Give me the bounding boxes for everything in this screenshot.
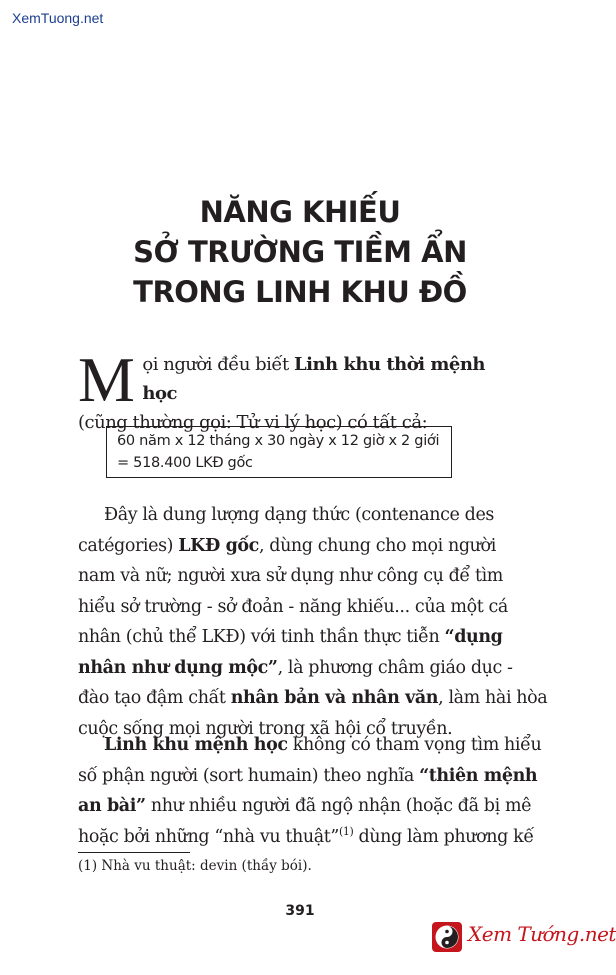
title-line-3: TRONG LINH KHU ĐỒ	[133, 275, 467, 309]
p2-line-2: số phận người (sort humain) theo nghĩa “thiên mệnh	[78, 765, 538, 786]
body-paragraph-2	[78, 730, 542, 852]
page-number: 391	[285, 903, 315, 919]
site-logo	[432, 920, 616, 960]
p1-line-3: nam và nữ; người xưa sử dụng như công cụ để tìm	[78, 566, 503, 586]
drop-cap: M	[78, 344, 135, 415]
p2-line-4: hoặc bởi những “nhà vu thuật”$^{(1)}$ dùng làm phương kế	[78, 824, 534, 847]
p1-line-7: đào tạo đậm chất nhân bản và nhân văn, làm hài hòa	[78, 688, 548, 708]
intro-text-1: ọi người đều biết	[142, 354, 294, 375]
title-line-1: NĂNG KHIẾU	[199, 195, 401, 229]
yin-yang-icon	[432, 922, 462, 952]
intro-bold-term: Linh khu thời mệnh học	[142, 354, 485, 404]
p1-line-8: cuộc sống mọi người trong xã hội cổ truyền.	[78, 718, 453, 739]
site-watermark: XemTuong.net	[12, 10, 104, 26]
footnote: (1) Nhà vu thuật: devin (thầy bói).	[78, 858, 312, 874]
title-line-2: SỞ TRƯỜNG TIỀM ẨN	[133, 235, 467, 269]
footnote-divider	[78, 852, 190, 853]
body-paragraph-1	[78, 500, 548, 744]
p1-line-6: nhân như dụng mộc”, là phương châm giáo dục -	[78, 657, 513, 678]
formula-box	[106, 426, 452, 478]
footnote-ref: (1)	[338, 824, 354, 838]
formula-line-1: 60 năm x 12 tháng x 30 ngày x 12 giờ x 2 giới	[117, 433, 440, 449]
chapter-title	[0, 192, 600, 312]
p2-line-1: Linh khu mệnh học không có tham vọng tìm hiểu	[104, 735, 542, 755]
p1-line-1: Đây là dung lượng dạng thức (contenance des	[104, 505, 495, 525]
p1-line-2: catégories) LKĐ gốc, dùng chung cho mọi người	[78, 535, 496, 556]
intro-paragraph	[78, 344, 518, 437]
p2-line-3: an bài” như nhiều người đã ngộ nhận (hoặc đã bị mê	[78, 796, 532, 816]
p1-line-5: nhân (chủ thể LKĐ) với tinh thần thực tiễn “dụng	[78, 627, 503, 647]
logo-text: Xem Tướng.net	[468, 922, 616, 946]
formula-line-2: = 518.400 LKĐ gốc	[117, 455, 253, 471]
intro-text-2: (cũng thường gọi: Tử vi lý học) có tất cả:	[78, 412, 428, 433]
p1-line-4: hiểu sở trường - sở đoản - năng khiếu... của một cá	[78, 596, 508, 617]
